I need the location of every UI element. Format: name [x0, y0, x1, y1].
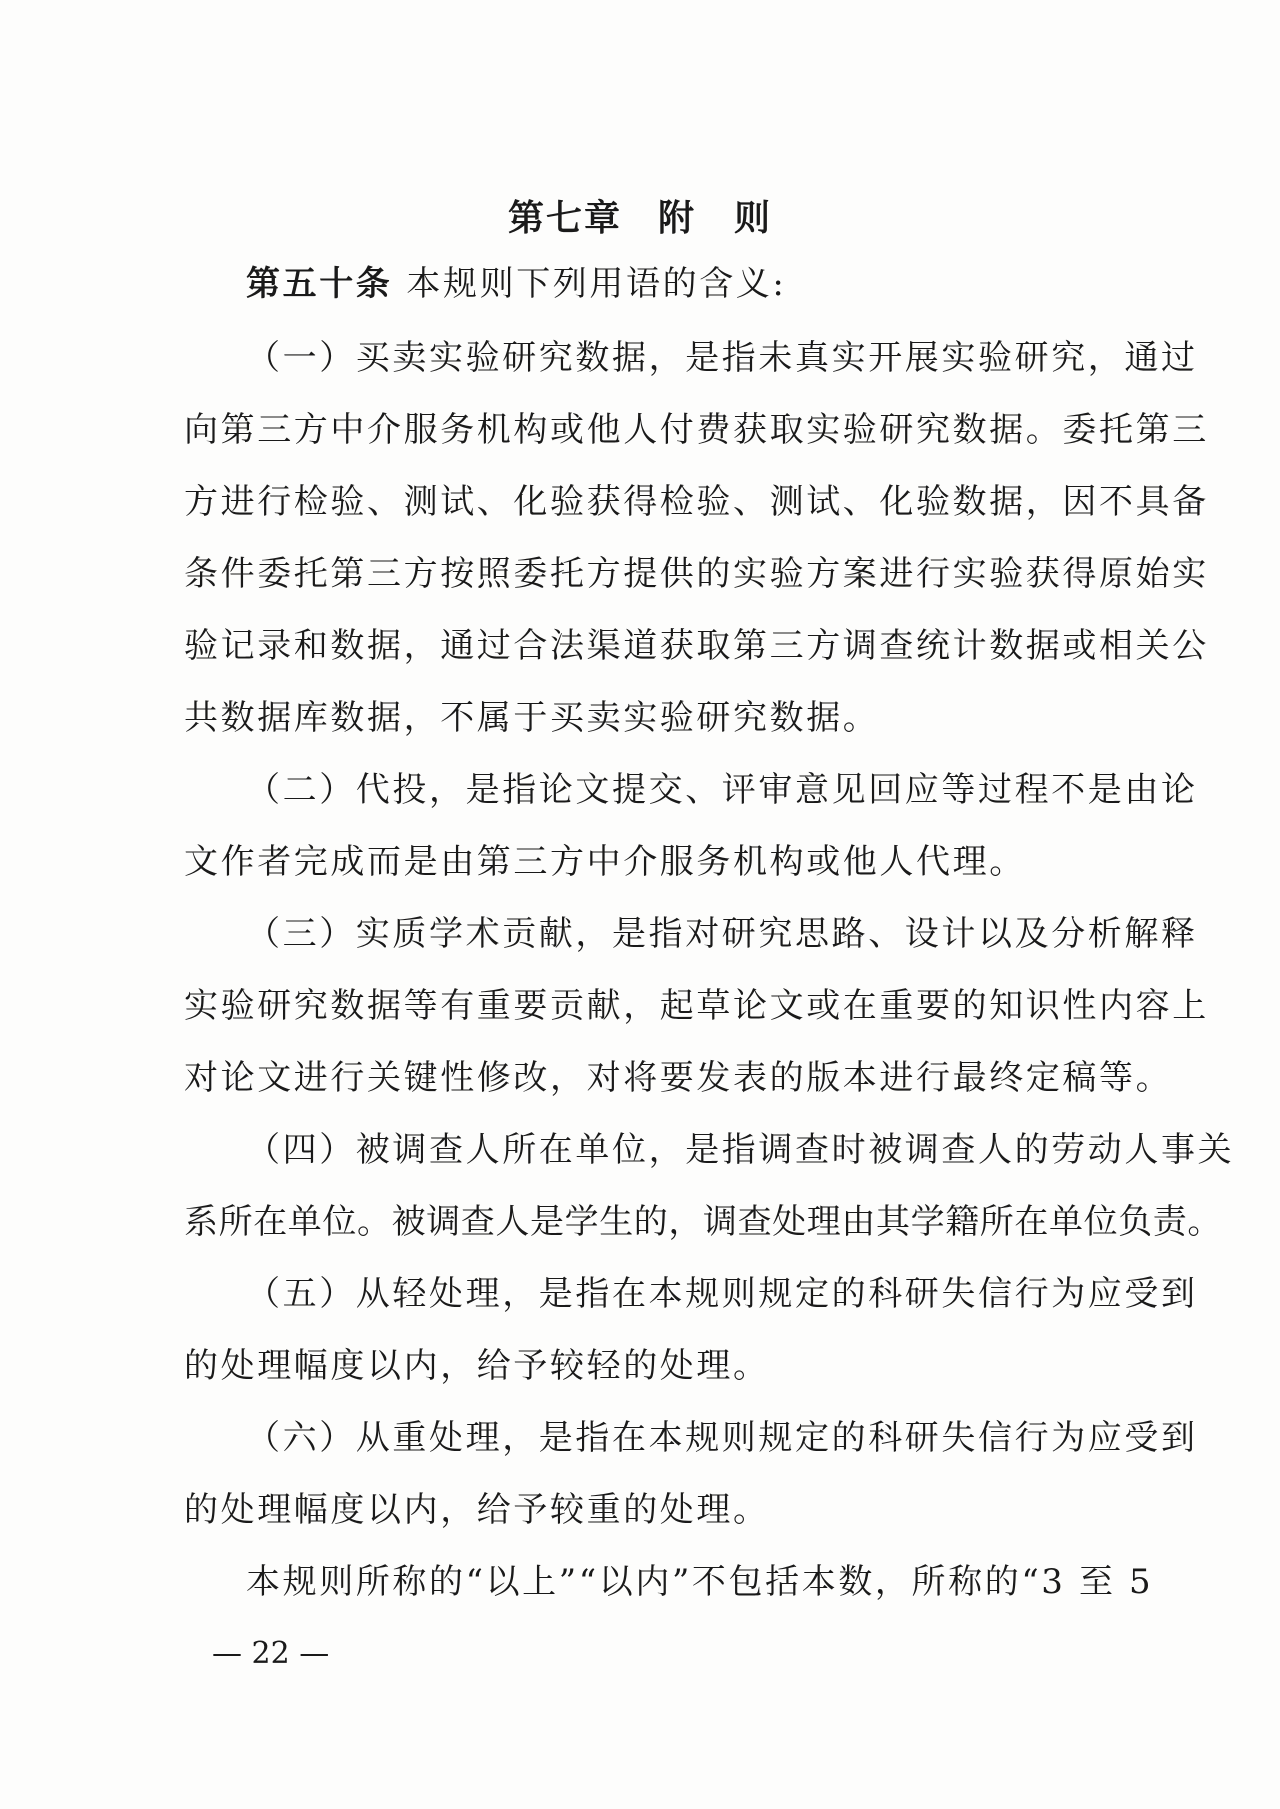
paragraph-line: 条件委托第三方按照委托方提供的实验方案进行实验获得原始实: [184, 554, 1209, 594]
paragraph-line: 方进行检验、测试、化验获得检验、测试、化验数据，因不具备: [184, 482, 1209, 522]
paragraph-line: （六）从重处理，是指在本规则规定的科研失信行为应受到: [246, 1418, 1198, 1458]
paragraph-line: （二）代投，是指论文提交、评审意见回应等过程不是由论: [246, 770, 1198, 810]
page-number: — 22 —: [212, 1636, 330, 1671]
paragraph-line: （三）实质学术贡献，是指对研究思路、设计以及分析解释: [246, 914, 1198, 954]
article-fifty: [246, 264, 786, 304]
article-text: 本规则下列用语的含义:: [406, 264, 787, 304]
paragraph-line: 文作者完成而是由第三方中介服务机构或他人代理。: [184, 842, 1026, 882]
paragraph-line: 系所在单位。被调查人是学生的，调查处理由其学籍所在单位负责。: [184, 1202, 1222, 1242]
paragraph-line: （五）从轻处理，是指在本规则规定的科研失信行为应受到: [246, 1274, 1198, 1314]
article-label: 第五十条: [246, 264, 393, 304]
chapter-number: 第七章: [507, 197, 622, 239]
chapter-title: [0, 190, 1280, 241]
paragraph-line: （四）被调查人所在单位，是指调查时被调查人的劳动人事关: [246, 1130, 1235, 1170]
paragraph-line: 的处理幅度以内，给予较重的处理。: [184, 1490, 770, 1530]
paragraph-line: 对论文进行关键性修改，对将要发表的版本进行最终定稿等。: [184, 1058, 1173, 1098]
paragraph-line: 共数据库数据，不属于买卖实验研究数据。: [184, 698, 880, 738]
paragraph-line: 验记录和数据，通过合法渠道获取第三方调查统计数据或相关公: [184, 626, 1209, 666]
paragraph-line: 的处理幅度以内，给予较轻的处理。: [184, 1346, 770, 1386]
paragraph-line: 向第三方中介服务机构或他人付费获取实验研究数据。委托第三: [184, 410, 1209, 450]
chapter-name: 附 则: [658, 197, 773, 239]
paragraph-line: （一）买卖实验研究数据，是指未真实开展实验研究，通过: [246, 338, 1198, 378]
paragraph-line: 实验研究数据等有重要贡献，起草论文或在重要的知识性内容上: [184, 986, 1209, 1026]
paragraph-line: 本规则所称的“以上”“以内”不包括本数，所称的“3 至 5: [246, 1562, 1154, 1602]
